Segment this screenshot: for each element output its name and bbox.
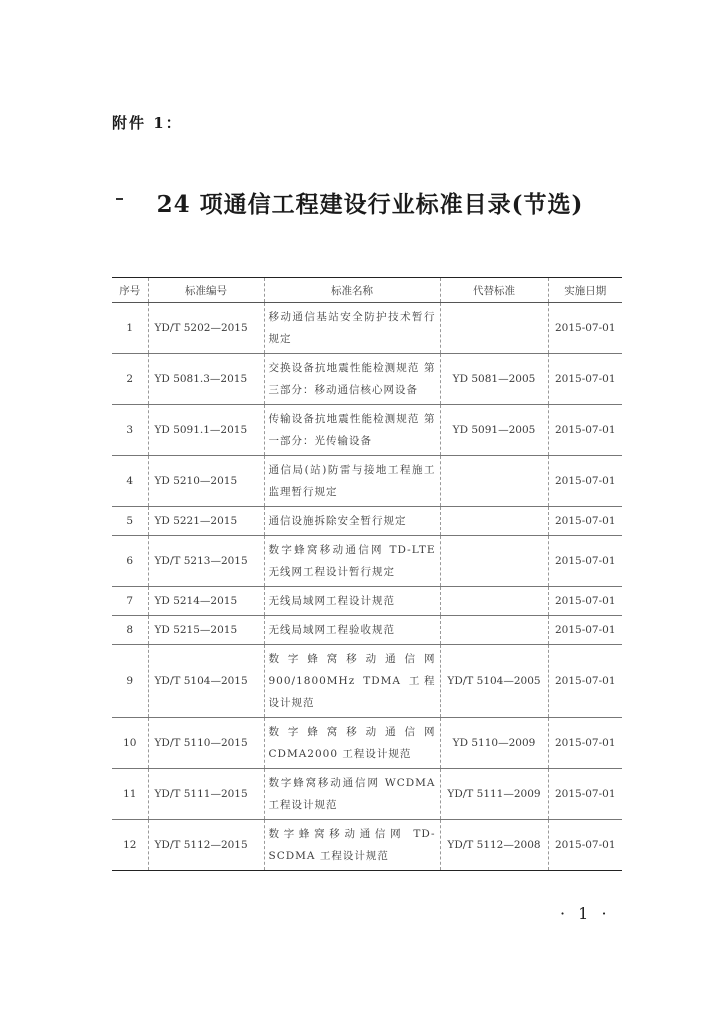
- header-effective-date: 实施日期: [548, 278, 622, 303]
- cell-serial: 8: [112, 616, 148, 645]
- cell-replaces: [440, 303, 548, 354]
- cell-date: 2015-07-01: [548, 718, 622, 769]
- cell-code: YD 5214—2015: [148, 587, 264, 616]
- cell-code: YD/T 5104—2015: [148, 645, 264, 718]
- cell-name: 传输设备抗地震性能检测规范 第一部分：光传输设备: [264, 405, 440, 456]
- cell-name: 移动通信基站安全防护技术暂行规定: [264, 303, 440, 354]
- cell-date: 2015-07-01: [548, 616, 622, 645]
- cell-code: YD/T 5112—2015: [148, 820, 264, 871]
- cell-code: YD 5091.1—2015: [148, 405, 264, 456]
- cell-replaces: YD 5110—2009: [440, 718, 548, 769]
- cell-name: 交换设备抗地震性能检测规范 第三部分：移动通信核心网设备: [264, 354, 440, 405]
- table-row: [112, 645, 622, 718]
- cell-date: 2015-07-01: [548, 536, 622, 587]
- cell-serial: 9: [112, 645, 148, 718]
- standards-table: [112, 277, 622, 871]
- cell-name: 通信设施拆除安全暂行规定: [264, 507, 440, 536]
- table-row: [112, 536, 622, 587]
- cell-name: 通信局(站)防雷与接地工程施工监理暂行规定: [264, 456, 440, 507]
- table-row: [112, 769, 622, 820]
- table-row: [112, 616, 622, 645]
- cell-code: YD/T 5213—2015: [148, 536, 264, 587]
- cell-serial: 7: [112, 587, 148, 616]
- table-row: [112, 456, 622, 507]
- cell-name: 无线局域网工程设计规范: [264, 587, 440, 616]
- cell-date: 2015-07-01: [548, 456, 622, 507]
- cell-replaces: [440, 536, 548, 587]
- table-row: [112, 718, 622, 769]
- cell-replaces: YD 5081—2005: [440, 354, 548, 405]
- attachment-label: 附件 1：: [112, 114, 183, 132]
- cell-serial: 12: [112, 820, 148, 871]
- cell-replaces: YD 5091—2005: [440, 405, 548, 456]
- cell-name: 数字蜂窝移动通信网 CDMA2000 工程设计规范: [264, 718, 440, 769]
- cell-date: 2015-07-01: [548, 303, 622, 354]
- table-header-row: [112, 278, 622, 303]
- cell-serial: 5: [112, 507, 148, 536]
- cell-code: YD 5221—2015: [148, 507, 264, 536]
- table-row: [112, 587, 622, 616]
- cell-serial: 6: [112, 536, 148, 587]
- header-standard-code: 标准编号: [148, 278, 264, 303]
- table-row: [112, 507, 622, 536]
- cell-replaces: [440, 616, 548, 645]
- cell-replaces: [440, 507, 548, 536]
- cell-name: 数字蜂窝移动通信网 TD-LTE 无线网工程设计暂行规定: [264, 536, 440, 587]
- cell-replaces: [440, 587, 548, 616]
- cell-replaces: YD/T 5104—2005: [440, 645, 548, 718]
- cell-replaces: YD/T 5112—2008: [440, 820, 548, 871]
- cell-code: YD/T 5110—2015: [148, 718, 264, 769]
- cell-name: 数字蜂窝移动通信网 WCDMA 工程设计规范: [264, 769, 440, 820]
- cell-code: YD/T 5111—2015: [148, 769, 264, 820]
- cell-name: 数字蜂窝移动通信网 TD-SCDMA 工程设计规范: [264, 820, 440, 871]
- cell-date: 2015-07-01: [548, 354, 622, 405]
- table-row: [112, 405, 622, 456]
- cell-name: 数字蜂窝移动通信网 900/1800MHz TDMA 工程设计规范: [264, 645, 440, 718]
- page-number: · 1 ·: [560, 904, 611, 923]
- cell-serial: 2: [112, 354, 148, 405]
- document-title: 24 项通信工程建设行业标准目录(节选): [156, 191, 584, 218]
- cell-code: YD 5210—2015: [148, 456, 264, 507]
- cell-code: YD 5081.3—2015: [148, 354, 264, 405]
- header-replaced-standard: 代替标准: [440, 278, 548, 303]
- cell-serial: 1: [112, 303, 148, 354]
- cell-serial: 11: [112, 769, 148, 820]
- table-row: [112, 303, 622, 354]
- cell-date: 2015-07-01: [548, 769, 622, 820]
- cell-code: YD 5215—2015: [148, 616, 264, 645]
- cell-date: 2015-07-01: [548, 820, 622, 871]
- cell-date: 2015-07-01: [548, 405, 622, 456]
- cell-date: 2015-07-01: [548, 645, 622, 718]
- cell-serial: 10: [112, 718, 148, 769]
- cell-replaces: [440, 456, 548, 507]
- header-standard-name: 标准名称: [264, 278, 440, 303]
- cell-name: 无线局域网工程验收规范: [264, 616, 440, 645]
- cell-serial: 4: [112, 456, 148, 507]
- table-row: [112, 820, 622, 871]
- cell-date: 2015-07-01: [548, 507, 622, 536]
- cell-serial: 3: [112, 405, 148, 456]
- cell-date: 2015-07-01: [548, 587, 622, 616]
- cell-code: YD/T 5202—2015: [148, 303, 264, 354]
- cell-replaces: YD/T 5111—2009: [440, 769, 548, 820]
- table-row: [112, 354, 622, 405]
- header-serial: 序号: [112, 278, 148, 303]
